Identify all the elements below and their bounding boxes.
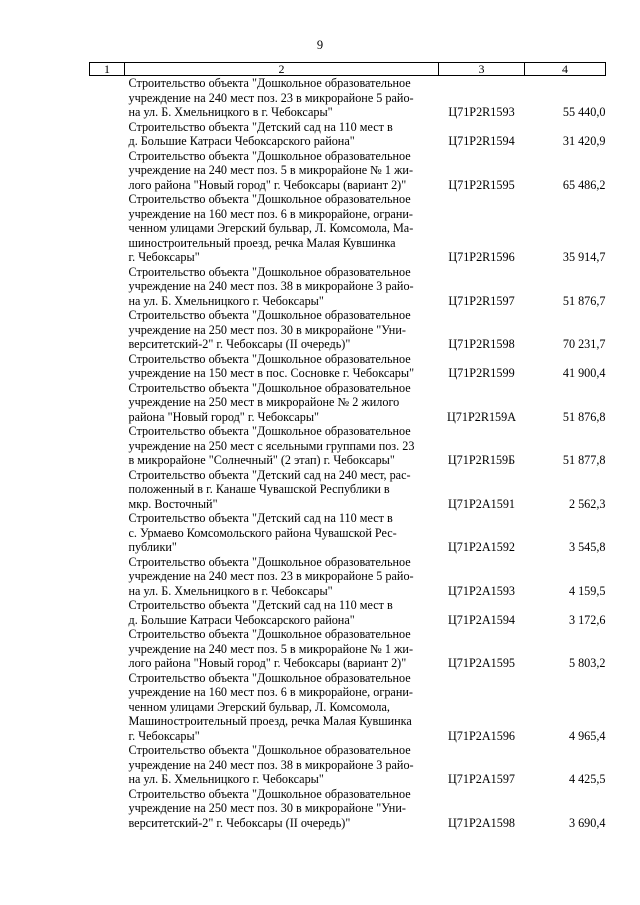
table-row [90, 671, 606, 744]
description-line: учреждение на 240 мест поз. 23 в микрорайоне 5 райо- [128, 90, 414, 105]
amount-value: 51 876,8 [562, 409, 606, 424]
description-line: г. Чебоксары" [128, 250, 200, 264]
object-description [125, 511, 439, 555]
column-header-3: 3 [439, 63, 525, 76]
table-header-row [90, 63, 606, 76]
object-description [125, 120, 439, 149]
table-row [90, 76, 606, 120]
description-line: г. Чебоксары" [128, 728, 200, 743]
object-description [125, 787, 439, 831]
row-number-cell [90, 265, 125, 309]
table-row [90, 265, 606, 309]
object-description [125, 555, 439, 599]
object-description [125, 627, 439, 671]
description-line: учреждение на 240 мест поз. 5 в микрорайоне № 1 жи- [128, 163, 413, 177]
row-number-cell [90, 511, 125, 555]
row-number-cell [90, 149, 125, 193]
column-header-1: 1 [90, 63, 125, 76]
classification-code: Ц71P2R159А [446, 409, 517, 424]
classification-code: Ц71P2R159Б [447, 453, 516, 467]
classification-code: Ц71P2R1599 [448, 366, 515, 380]
table-row [90, 192, 606, 265]
object-description [125, 265, 439, 309]
classification-code: Ц71P2R1594 [448, 134, 515, 148]
description-line: Строительство объекта "Дошкольное образовательное [128, 264, 411, 279]
classification-code: Ц71P2A1595 [447, 656, 516, 670]
row-number-cell [90, 120, 125, 149]
amount-value: 41 900,4 [562, 366, 606, 380]
table-row [90, 381, 606, 425]
description-line: на ул. Б. Хмельницкого в г. Чебоксары" [128, 583, 333, 598]
description-line: лого района "Новый город" г. Чебоксары (вариант 2)" [128, 177, 407, 192]
description-line: на ул. Б. Хмельницкого г. Чебоксары" [128, 293, 324, 308]
description-line: д. Большие Катраси Чебоксарского района" [128, 134, 355, 148]
row-number-cell [90, 308, 125, 352]
amount-value: 51 877,8 [562, 453, 606, 467]
amount-value: 55 440,0 [562, 105, 606, 119]
object-description [125, 352, 439, 381]
description-line: учреждение на 240 мест поз. 5 в микрорайоне № 1 жи- [128, 641, 413, 656]
table-row [90, 149, 606, 193]
description-line: Строительство объекта "Дошкольное образовательное [128, 554, 411, 569]
amount-value: 3 690,4 [568, 815, 606, 830]
row-number-cell [90, 352, 125, 381]
description-line: на ул. Б. Хмельницкого в г. Чебоксары" [128, 105, 333, 119]
description-line: учреждение на 250 мест поз. 30 в микрорайоне "Уни- [128, 801, 406, 815]
classification-code: Ц71P2R1597 [448, 293, 515, 308]
description-line: Строительство объекта "Детский сад на 110 мест в [128, 119, 393, 134]
description-line: учреждение на 150 мест в пос. Сосновке г. Чебоксары" [128, 366, 415, 380]
description-line: на ул. Б. Хмельницкого г. Чебоксары" [128, 772, 324, 786]
object-description [125, 192, 439, 265]
row-number-cell [90, 555, 125, 599]
description-line: района "Новый город" г. Чебоксары" [128, 409, 320, 424]
amount-value: 4 425,5 [568, 772, 606, 786]
amount-value: 51 876,7 [562, 293, 606, 308]
description-line: Строительство объекта "Дошкольное образовательное [128, 192, 411, 206]
object-description [125, 76, 439, 120]
amount-value: 31 420,9 [562, 134, 606, 148]
classification-code: Ц71P2R1593 [448, 105, 515, 119]
classification-code: Ц71P2R1596 [448, 250, 515, 264]
description-line: Строительство объекта "Детский сад на 240 мест, рас- [128, 467, 411, 482]
description-line: верситетский-2" г. Чебоксары (II очередь)" [128, 815, 351, 830]
description-line: учреждение на 160 мест поз. 6 в микрорайоне, ограни- [128, 206, 413, 221]
row-number-cell [90, 424, 125, 468]
description-line: положенный в г. Канаше Чувашской Республики в [128, 482, 390, 496]
description-line: мкр. Восточный" [128, 496, 218, 511]
classification-code: Ц71P2A1592 [447, 540, 516, 554]
object-description [125, 424, 439, 468]
description-line: Строительство объекта "Дошкольное образовательное [128, 380, 411, 395]
table-row [90, 743, 606, 787]
description-line: в микрорайоне "Солнечный" (2 этап) г. Чебоксары" [128, 453, 395, 467]
amount-value: 65 486,2 [562, 177, 606, 192]
description-line: учреждение на 250 мест поз. 30 в микрорайоне "Уни- [128, 322, 406, 337]
row-number-cell [90, 627, 125, 671]
description-line: учреждение на 160 мест поз. 6 в микрорайоне, ограни- [128, 685, 413, 699]
row-number-cell [90, 468, 125, 512]
table-body [90, 76, 606, 831]
row-number-cell [90, 787, 125, 831]
description-line: Строительство объекта "Дошкольное образовательное [128, 743, 411, 757]
description-line: Строительство объекта "Дошкольное образовательное [128, 786, 411, 801]
object-description [125, 743, 439, 787]
description-line: шиностроительный проезд, речка Малая Кувшинка [128, 235, 396, 250]
table-row [90, 555, 606, 599]
description-line: учреждение на 250 мест с ясельными группами поз. 23 [128, 438, 415, 453]
amount-value: 4 159,5 [568, 583, 606, 598]
amount-value: 35 914,7 [562, 250, 606, 264]
row-number-cell [90, 743, 125, 787]
amount-value: 5 803,2 [568, 656, 606, 670]
description-line: с. Урмаево Комсомольского района Чувашской Рес- [128, 525, 397, 540]
description-line: учреждение на 240 мест поз. 38 в микрорайоне 3 райо- [128, 757, 414, 772]
classification-code: Ц71P2A1594 [447, 612, 516, 627]
table-row [90, 511, 606, 555]
description-line: учреждение на 240 мест поз. 38 в микрорайоне 3 райо- [128, 279, 414, 293]
table-row [90, 352, 606, 381]
page-number: 9 [316, 38, 324, 52]
description-line: Строительство объекта "Дошкольное образовательное [128, 670, 411, 685]
table-row [90, 468, 606, 512]
description-line: Строительство объекта "Дошкольное образовательное [128, 424, 411, 438]
description-line: Строительство объекта "Дошкольное образовательное [128, 308, 411, 322]
classification-code: Ц71P2R1595 [448, 177, 515, 192]
row-number-cell [90, 192, 125, 265]
object-description [125, 381, 439, 425]
row-number-cell [90, 671, 125, 744]
row-number-cell [90, 598, 125, 627]
description-line: Строительство объекта "Дошкольное образовательное [128, 627, 411, 641]
amount-value: 2 562,3 [568, 496, 606, 511]
object-description [125, 308, 439, 352]
column-header-4: 4 [525, 63, 606, 76]
classification-code: Ц71P2A1593 [447, 583, 516, 598]
row-number-cell [90, 381, 125, 425]
amount-value: 70 231,7 [562, 337, 606, 351]
classification-code: Ц71P2A1596 [447, 728, 516, 743]
budget-table [89, 62, 606, 830]
table-row [90, 787, 606, 831]
description-line: ченном улицами Эгерский бульвар, Л. Комсомола, Ма- [128, 221, 414, 235]
description-line: учреждение на 240 мест поз. 23 в микрорайоне 5 райо- [128, 569, 414, 583]
description-line: Строительство объекта "Детский сад на 110 мест в [128, 598, 393, 612]
description-line: Строительство объекта "Детский сад на 110 мест в [128, 511, 393, 525]
object-description [125, 468, 439, 512]
description-line: ченном улицами Эгерский бульвар, Л. Комсомола, [128, 699, 390, 714]
description-line: публики" [128, 540, 177, 554]
table-row [90, 120, 606, 149]
object-description [125, 671, 439, 744]
description-line: Машиностроительный проезд, речка Малая Кувшинка [128, 714, 412, 728]
amount-value: 3 172,6 [568, 612, 606, 627]
table-row [90, 598, 606, 627]
classification-code: Ц71P2A1591 [447, 496, 516, 511]
classification-code: Ц71P2R1598 [448, 337, 515, 351]
description-line: верситетский-2" г. Чебоксары (II очередь)" [128, 337, 351, 351]
description-line: Строительство объекта "Дошкольное образовательное [128, 148, 411, 163]
description-line: д. Большие Катраси Чебоксарского района" [128, 612, 355, 627]
amount-value: 4 965,4 [568, 728, 606, 743]
description-line: Строительство объекта "Дошкольное образовательное [128, 351, 411, 366]
table-row [90, 308, 606, 352]
object-description [125, 149, 439, 193]
table-row [90, 627, 606, 671]
object-description [125, 598, 439, 627]
classification-code: Ц71P2A1597 [447, 772, 516, 786]
description-line: Строительство объекта "Дошкольное образовательное [128, 76, 411, 90]
row-number-cell [90, 76, 125, 120]
description-line: учреждение на 250 мест в микрорайоне № 2 жилого [128, 395, 400, 409]
classification-code: Ц71P2A1598 [447, 815, 516, 830]
description-line: лого района "Новый город" г. Чебоксары (вариант 2)" [128, 656, 407, 670]
amount-value: 3 545,8 [568, 540, 606, 554]
column-header-2: 2 [125, 63, 439, 76]
table-row [90, 424, 606, 468]
